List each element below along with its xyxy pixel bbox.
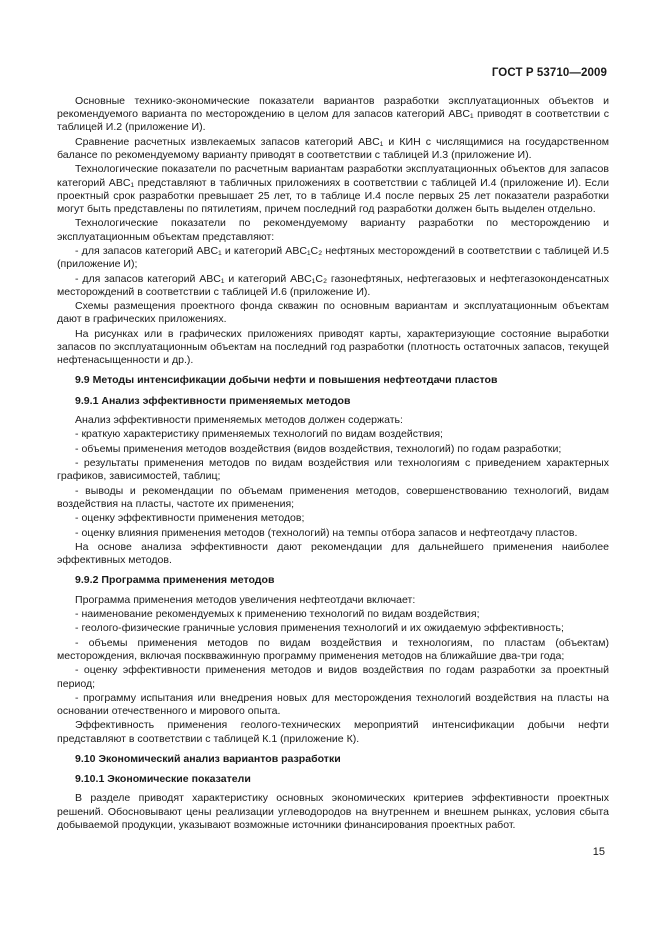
document-header: ГОСТ Р 53710—2009 xyxy=(491,67,607,79)
paragraph: Эффективность применения геолого-технических мероприятий интенсификации добычи нефти представляют в соответствии с таблицей К.1 (приложение К). xyxy=(57,719,609,745)
list-item: - выводы и рекомендации по объемам применения методов, совершенствованию технологий, видам воздействия на пласты, частоте их применения; xyxy=(57,484,609,510)
list-item: - для запасов категорий ABC₁ и категорий ABC₁C₂ нефтяных месторождений в соответствии с таблицей И.5 (приложение И); xyxy=(57,244,609,271)
list-item: - геолого-физические граничные условия применения технологий и их ожидаемую эффективность; xyxy=(75,622,564,635)
page-number: 15 xyxy=(592,846,605,858)
section-heading-9-9-2: 9.9.2 Программа применения методов xyxy=(75,574,275,587)
paragraph: Сравнение расчетных извлекаемых запасов категорий ABC₁ и КИН с числящимися на государственном балансе по рекомендуемому варианту приводят в соответствии с таблицей И.3 (приложение И). xyxy=(57,135,609,161)
list-item: - наименование рекомендуемых к применению технологий по видам воздействия; xyxy=(75,607,480,620)
paragraph: Схемы размещения проектного фонда скважин по основным вариантам и эксплуатационным объектам дают в графических приложениях. xyxy=(57,300,609,326)
paragraph: Анализ эффективности применяемых методов должен содержать: xyxy=(75,413,403,426)
document-body xyxy=(57,95,609,833)
section-heading-9-10: 9.10 Экономический анализ вариантов разработки xyxy=(75,752,341,765)
paragraph: Технологические показатели по рекомендуемому варианту разработки по месторождению и эксплуатационным объектам представляют: xyxy=(57,217,609,243)
section-heading-9-10-1: 9.10.1 Экономические показатели xyxy=(75,773,251,786)
list-item: - результаты применения методов по видам воздействия или технологиям с приведением характерных графиков, зависимостей, таблиц; xyxy=(57,456,609,483)
list-item: - объемы применения методов по видам воздействия и технологиям, по пластам (объектам) месторождения, включая посквважинную программу применения методов на ближайшие два-три года; xyxy=(57,636,609,662)
list-item: - оценку эффективности применения методов; xyxy=(75,512,305,525)
list-item: - объемы применения методов воздействия (видов воздействия, технологий) по годам разработки; xyxy=(75,442,562,455)
section-heading-9-9-1: 9.9.1 Анализ эффективности применяемых методов xyxy=(75,394,351,407)
list-item: - оценку влияния применения методов (технологий) на темпы отбора запасов и нефтеотдачу пластов. xyxy=(75,526,578,539)
paragraph: В разделе приводят характеристику основных экономических критериев эффективности проектных решений. Обосновывают цены реализации углеводородов на внутреннем и внешнем рынках, условия сбыта добываемой продукции, указывают возможные источники финансирования проектных работ. xyxy=(57,792,609,831)
paragraph: На рисунках или в графических приложениях приводят карты, характеризующие состояние выработки запасов по эксплуатационным объектам на последний год разработки (плотность остаточных запасов, текущей нефтенасыщенности и др.). xyxy=(57,327,609,367)
paragraph: Основные технико-экономические показатели вариантов разработки эксплуатационных объектов и рекомендуемого варианта по месторождению в целом для запасов категорий ABC₁ приводят в соответствии с таблицей И.2 (приложение И). xyxy=(57,95,609,134)
section-heading-9-9: 9.9 Методы интенсификации добычи нефти и повышения нефтеотдачи пластов xyxy=(75,374,498,387)
list-item: - для запасов категорий ABC₁ и категорий ABC₁C₂ газонефтяных, нефтегазовых и нефтегазоконденсатных месторождений в соответствии с таблицей И.6 (приложение И). xyxy=(57,272,609,298)
paragraph: Программа применения методов увеличения нефтеотдачи включает: xyxy=(75,593,416,606)
paragraph: На основе анализа эффективности дают рекомендации для дальнейшего применения наиболее эффективных методов. xyxy=(57,540,609,567)
list-item: - краткую характеристику применяемых технологий по видам воздействия; xyxy=(75,428,443,441)
paragraph: Технологические показатели по расчетным вариантам разработки эксплуатационных объектов для запасов категорий ABC₁ представляют в табличных приложениях в соответствии с таблицей И.4 (приложение И). Если проектный срок разработки превышает 25 лет, то в таблице И.4 после первых 25 лет показатели разработки могут быть представлены по пятилетиям, причем последний год разработки должен быть выделен отдельно. xyxy=(57,163,609,215)
list-item: - программу испытания или внедрения новых для месторождения технологий воздействия на пласты на основании отечественного и мирового опыта. xyxy=(57,691,609,718)
list-item: - оценку эффективности применения методов и видов воздействия по годам разработки за проектный период; xyxy=(57,664,609,690)
